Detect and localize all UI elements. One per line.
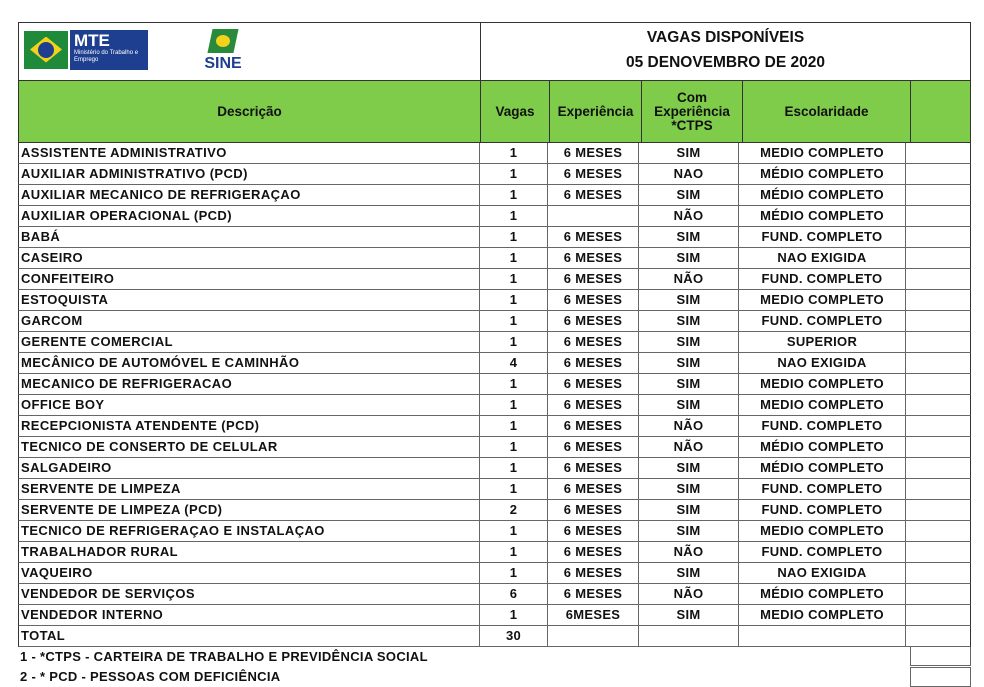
cell-blank — [906, 521, 970, 541]
cell-vagas: 1 — [480, 605, 548, 625]
cell-vagas: 1 — [480, 416, 548, 436]
cell-experiencia: 6 MESES — [548, 479, 639, 499]
cell-experiencia: 6MESES — [548, 605, 639, 625]
cell-vagas: 1 — [480, 269, 548, 289]
cell-escolaridade: MÉDIO COMPLETO — [739, 164, 906, 184]
cell-escolaridade: MEDIO COMPLETO — [739, 395, 906, 415]
cell-escolaridade: FUND. COMPLETO — [739, 416, 906, 436]
sine-logo — [197, 27, 249, 77]
col-com-experiencia: Com Experiência *CTPS — [642, 81, 743, 142]
cell-experiencia: 6 MESES — [548, 458, 639, 478]
sine-logo-text: SINE — [204, 55, 242, 72]
cell-experiencia: 6 MESES — [548, 269, 639, 289]
cell-escolaridade: NAO EXIGIDA — [739, 353, 906, 373]
total-row — [18, 626, 971, 647]
cell-blank — [906, 437, 970, 457]
cell-experiencia: 6 MESES — [548, 185, 639, 205]
cell-blank — [906, 206, 970, 226]
cell-escolaridade: MÉDIO COMPLETO — [739, 206, 906, 226]
table-row — [18, 395, 971, 416]
sine-leaf-icon — [208, 27, 238, 55]
cell-ctps: NÃO — [639, 437, 739, 457]
cell-vagas: 1 — [480, 332, 548, 352]
table-row — [18, 563, 971, 584]
cell-experiencia: 6 MESES — [548, 143, 639, 163]
cell-ctps: SIM — [639, 500, 739, 520]
cell-escolaridade: SUPERIOR — [739, 332, 906, 352]
cell-escolaridade: MÉDIO COMPLETO — [739, 458, 906, 478]
cell-descricao: VENDEDOR INTERNO — [19, 605, 480, 625]
cell-blank — [906, 269, 970, 289]
cell-descricao: VAQUEIRO — [19, 563, 480, 583]
cell-ctps: NÃO — [639, 206, 739, 226]
cell-blank — [906, 458, 970, 478]
cell-escolaridade: FUND. COMPLETO — [739, 479, 906, 499]
cell-vagas: 1 — [480, 227, 548, 247]
col-vagas: Vagas — [481, 81, 550, 142]
cell-escolaridade: FUND. COMPLETO — [739, 227, 906, 247]
cell-descricao: TECNICO DE REFRIGERAÇAO E INSTALAÇAO — [19, 521, 480, 541]
cell-experiencia: 6 MESES — [548, 542, 639, 562]
titles-area — [481, 23, 970, 80]
cell-ctps: SIM — [639, 185, 739, 205]
table-row — [18, 458, 971, 479]
table-row — [18, 605, 971, 626]
cell-ctps: NÃO — [639, 269, 739, 289]
cell-experiencia: 6 MESES — [548, 290, 639, 310]
cell-blank — [906, 248, 970, 268]
cell-vagas: 1 — [480, 185, 548, 205]
total-vagas: 30 — [480, 626, 548, 646]
col-escolaridade: Escolaridade — [743, 81, 911, 142]
cell-escolaridade: MEDIO COMPLETO — [739, 374, 906, 394]
cell-ctps: SIM — [639, 290, 739, 310]
cell-experiencia: 6 MESES — [548, 353, 639, 373]
cell-experiencia: 6 MESES — [548, 521, 639, 541]
cell-descricao: VENDEDOR DE SERVIÇOS — [19, 584, 480, 604]
table-row — [18, 479, 971, 500]
table-row — [18, 521, 971, 542]
cell-blank — [906, 227, 970, 247]
cell-vagas: 1 — [480, 437, 548, 457]
cell-ctps: SIM — [639, 395, 739, 415]
table-row — [18, 374, 971, 395]
footnote-pcd: 2 - * PCD - PESSOAS COM DEFICIÊNCIA — [20, 669, 281, 684]
table-row — [18, 269, 971, 290]
cell-escolaridade: MEDIO COMPLETO — [739, 521, 906, 541]
cell-experiencia: 6 MESES — [548, 437, 639, 457]
mte-logo — [24, 27, 148, 72]
cell-experiencia: 6 MESES — [548, 311, 639, 331]
cell-ctps: SIM — [639, 458, 739, 478]
cell-experiencia: 6 MESES — [548, 584, 639, 604]
footnotes — [18, 647, 971, 687]
col-blank — [911, 81, 970, 142]
cell-blank — [906, 605, 970, 625]
col-experiencia: Experiência — [550, 81, 642, 142]
footnote-box — [910, 667, 971, 687]
table-header — [18, 80, 971, 143]
cell-blank — [906, 374, 970, 394]
cell-descricao: MECÂNICO DE AUTOMÓVEL E CAMINHÃO — [19, 353, 480, 373]
table-row — [18, 437, 971, 458]
cell-blank — [906, 353, 970, 373]
cell-blank — [906, 332, 970, 352]
cell-descricao: ESTOQUISTA — [19, 290, 480, 310]
cell-vagas: 6 — [480, 584, 548, 604]
cell-blank — [906, 311, 970, 331]
table-row — [18, 185, 971, 206]
total-label: TOTAL — [19, 626, 480, 646]
col-descricao: Descrição — [19, 81, 481, 142]
cell-escolaridade: FUND. COMPLETO — [739, 311, 906, 331]
cell-descricao: GERENTE COMERCIAL — [19, 332, 480, 352]
cell-descricao: AUXILIAR MECANICO DE REFRIGERAÇAO — [19, 185, 480, 205]
table-row — [18, 332, 971, 353]
cell-experiencia: 6 MESES — [548, 563, 639, 583]
cell-blank — [906, 395, 970, 415]
cell-blank — [906, 500, 970, 520]
logos-area — [19, 23, 481, 80]
cell-experiencia — [548, 206, 639, 226]
cell-escolaridade: MÉDIO COMPLETO — [739, 185, 906, 205]
cell-descricao: TRABALHADOR RURAL — [19, 542, 480, 562]
cell-blank — [906, 143, 970, 163]
cell-vagas: 1 — [480, 206, 548, 226]
cell-descricao: OFFICE BOY — [19, 395, 480, 415]
cell-ctps: SIM — [639, 353, 739, 373]
cell-vagas: 1 — [480, 458, 548, 478]
cell-escolaridade: MEDIO COMPLETO — [739, 143, 906, 163]
table-row — [18, 500, 971, 521]
cell-ctps: SIM — [639, 605, 739, 625]
cell-vagas: 1 — [480, 311, 548, 331]
cell-ctps: SIM — [639, 248, 739, 268]
cell-blank — [906, 479, 970, 499]
table-row — [18, 164, 971, 185]
cell-vagas: 1 — [480, 290, 548, 310]
cell-blank — [906, 185, 970, 205]
footnote-ctps: 1 - *CTPS - CARTEIRA DE TRABALHO E PREVIDÊNCIA SOCIAL — [20, 649, 428, 664]
cell-ctps: NÃO — [639, 416, 739, 436]
cell-ctps: NÃO — [639, 542, 739, 562]
cell-ctps: SIM — [639, 479, 739, 499]
cell-descricao: CONFEITEIRO — [19, 269, 480, 289]
brazil-flag-icon — [24, 28, 68, 72]
cell-blank — [906, 164, 970, 184]
table-row — [18, 206, 971, 227]
cell-descricao: AUXILIAR OPERACIONAL (PCD) — [19, 206, 480, 226]
table-row — [18, 290, 971, 311]
cell-ctps: SIM — [639, 374, 739, 394]
table-row — [18, 542, 971, 563]
cell-ctps: NAO — [639, 164, 739, 184]
table-row — [18, 584, 971, 605]
cell-vagas: 1 — [480, 521, 548, 541]
cell-experiencia: 6 MESES — [548, 374, 639, 394]
mte-logo-subtitle: Ministério do Trabalho e Emprego — [74, 49, 139, 63]
page-date: 05 DENOVEMBRO DE 2020 — [626, 54, 825, 71]
cell-experiencia: 6 MESES — [548, 500, 639, 520]
table-row — [18, 416, 971, 437]
cell-vagas: 1 — [480, 143, 548, 163]
cell-vagas: 1 — [480, 374, 548, 394]
cell-ctps: SIM — [639, 332, 739, 352]
page-title: VAGAS DISPONÍVEIS — [646, 29, 805, 46]
cell-blank — [906, 416, 970, 436]
table-row — [18, 227, 971, 248]
cell-descricao: SALGADEIRO — [19, 458, 480, 478]
cell-escolaridade: FUND. COMPLETO — [739, 542, 906, 562]
cell-ctps: SIM — [639, 563, 739, 583]
table-body — [18, 143, 971, 626]
cell-vagas: 1 — [480, 479, 548, 499]
cell-blank — [906, 542, 970, 562]
cell-escolaridade: MEDIO COMPLETO — [739, 605, 906, 625]
cell-experiencia: 6 MESES — [548, 416, 639, 436]
cell-experiencia: 6 MESES — [548, 395, 639, 415]
footnote-box — [910, 647, 971, 666]
cell-escolaridade: NAO EXIGIDA — [739, 563, 906, 583]
cell-descricao: SERVENTE DE LIMPEZA — [19, 479, 480, 499]
sheet-header — [18, 22, 971, 80]
cell-descricao: AUXILIAR ADMINISTRATIVO (PCD) — [19, 164, 480, 184]
mte-logo-text: MTE — [74, 30, 110, 50]
cell-escolaridade: MÉDIO COMPLETO — [739, 437, 906, 457]
cell-experiencia: 6 MESES — [548, 332, 639, 352]
cell-vagas: 4 — [480, 353, 548, 373]
cell-escolaridade: MEDIO COMPLETO — [739, 290, 906, 310]
cell-blank — [906, 563, 970, 583]
cell-descricao: SERVENTE DE LIMPEZA (PCD) — [19, 500, 480, 520]
cell-blank — [906, 290, 970, 310]
cell-vagas: 1 — [480, 164, 548, 184]
cell-ctps: NÃO — [639, 584, 739, 604]
cell-experiencia: 6 MESES — [548, 248, 639, 268]
cell-blank — [906, 584, 970, 604]
cell-ctps: SIM — [639, 311, 739, 331]
cell-escolaridade: MÉDIO COMPLETO — [739, 584, 906, 604]
cell-escolaridade: FUND. COMPLETO — [739, 269, 906, 289]
cell-vagas: 1 — [480, 563, 548, 583]
cell-ctps: SIM — [639, 143, 739, 163]
table-row — [18, 353, 971, 374]
table-row — [18, 248, 971, 269]
cell-escolaridade: FUND. COMPLETO — [739, 500, 906, 520]
cell-escolaridade: NAO EXIGIDA — [739, 248, 906, 268]
cell-ctps: SIM — [639, 227, 739, 247]
cell-ctps: SIM — [639, 521, 739, 541]
cell-descricao: MECANICO DE REFRIGERACAO — [19, 374, 480, 394]
cell-vagas: 2 — [480, 500, 548, 520]
cell-descricao: RECEPCIONISTA ATENDENTE (PCD) — [19, 416, 480, 436]
cell-descricao: CASEIRO — [19, 248, 480, 268]
job-openings-sheet — [18, 22, 971, 687]
cell-vagas: 1 — [480, 395, 548, 415]
cell-experiencia: 6 MESES — [548, 164, 639, 184]
cell-descricao: BABÁ — [19, 227, 480, 247]
cell-descricao: TECNICO DE CONSERTO DE CELULAR — [19, 437, 480, 457]
table-row — [18, 143, 971, 164]
table-row — [18, 311, 971, 332]
cell-vagas: 1 — [480, 542, 548, 562]
cell-experiencia: 6 MESES — [548, 227, 639, 247]
cell-vagas: 1 — [480, 248, 548, 268]
cell-descricao: GARCOM — [19, 311, 480, 331]
cell-descricao: ASSISTENTE ADMINISTRATIVO — [19, 143, 480, 163]
